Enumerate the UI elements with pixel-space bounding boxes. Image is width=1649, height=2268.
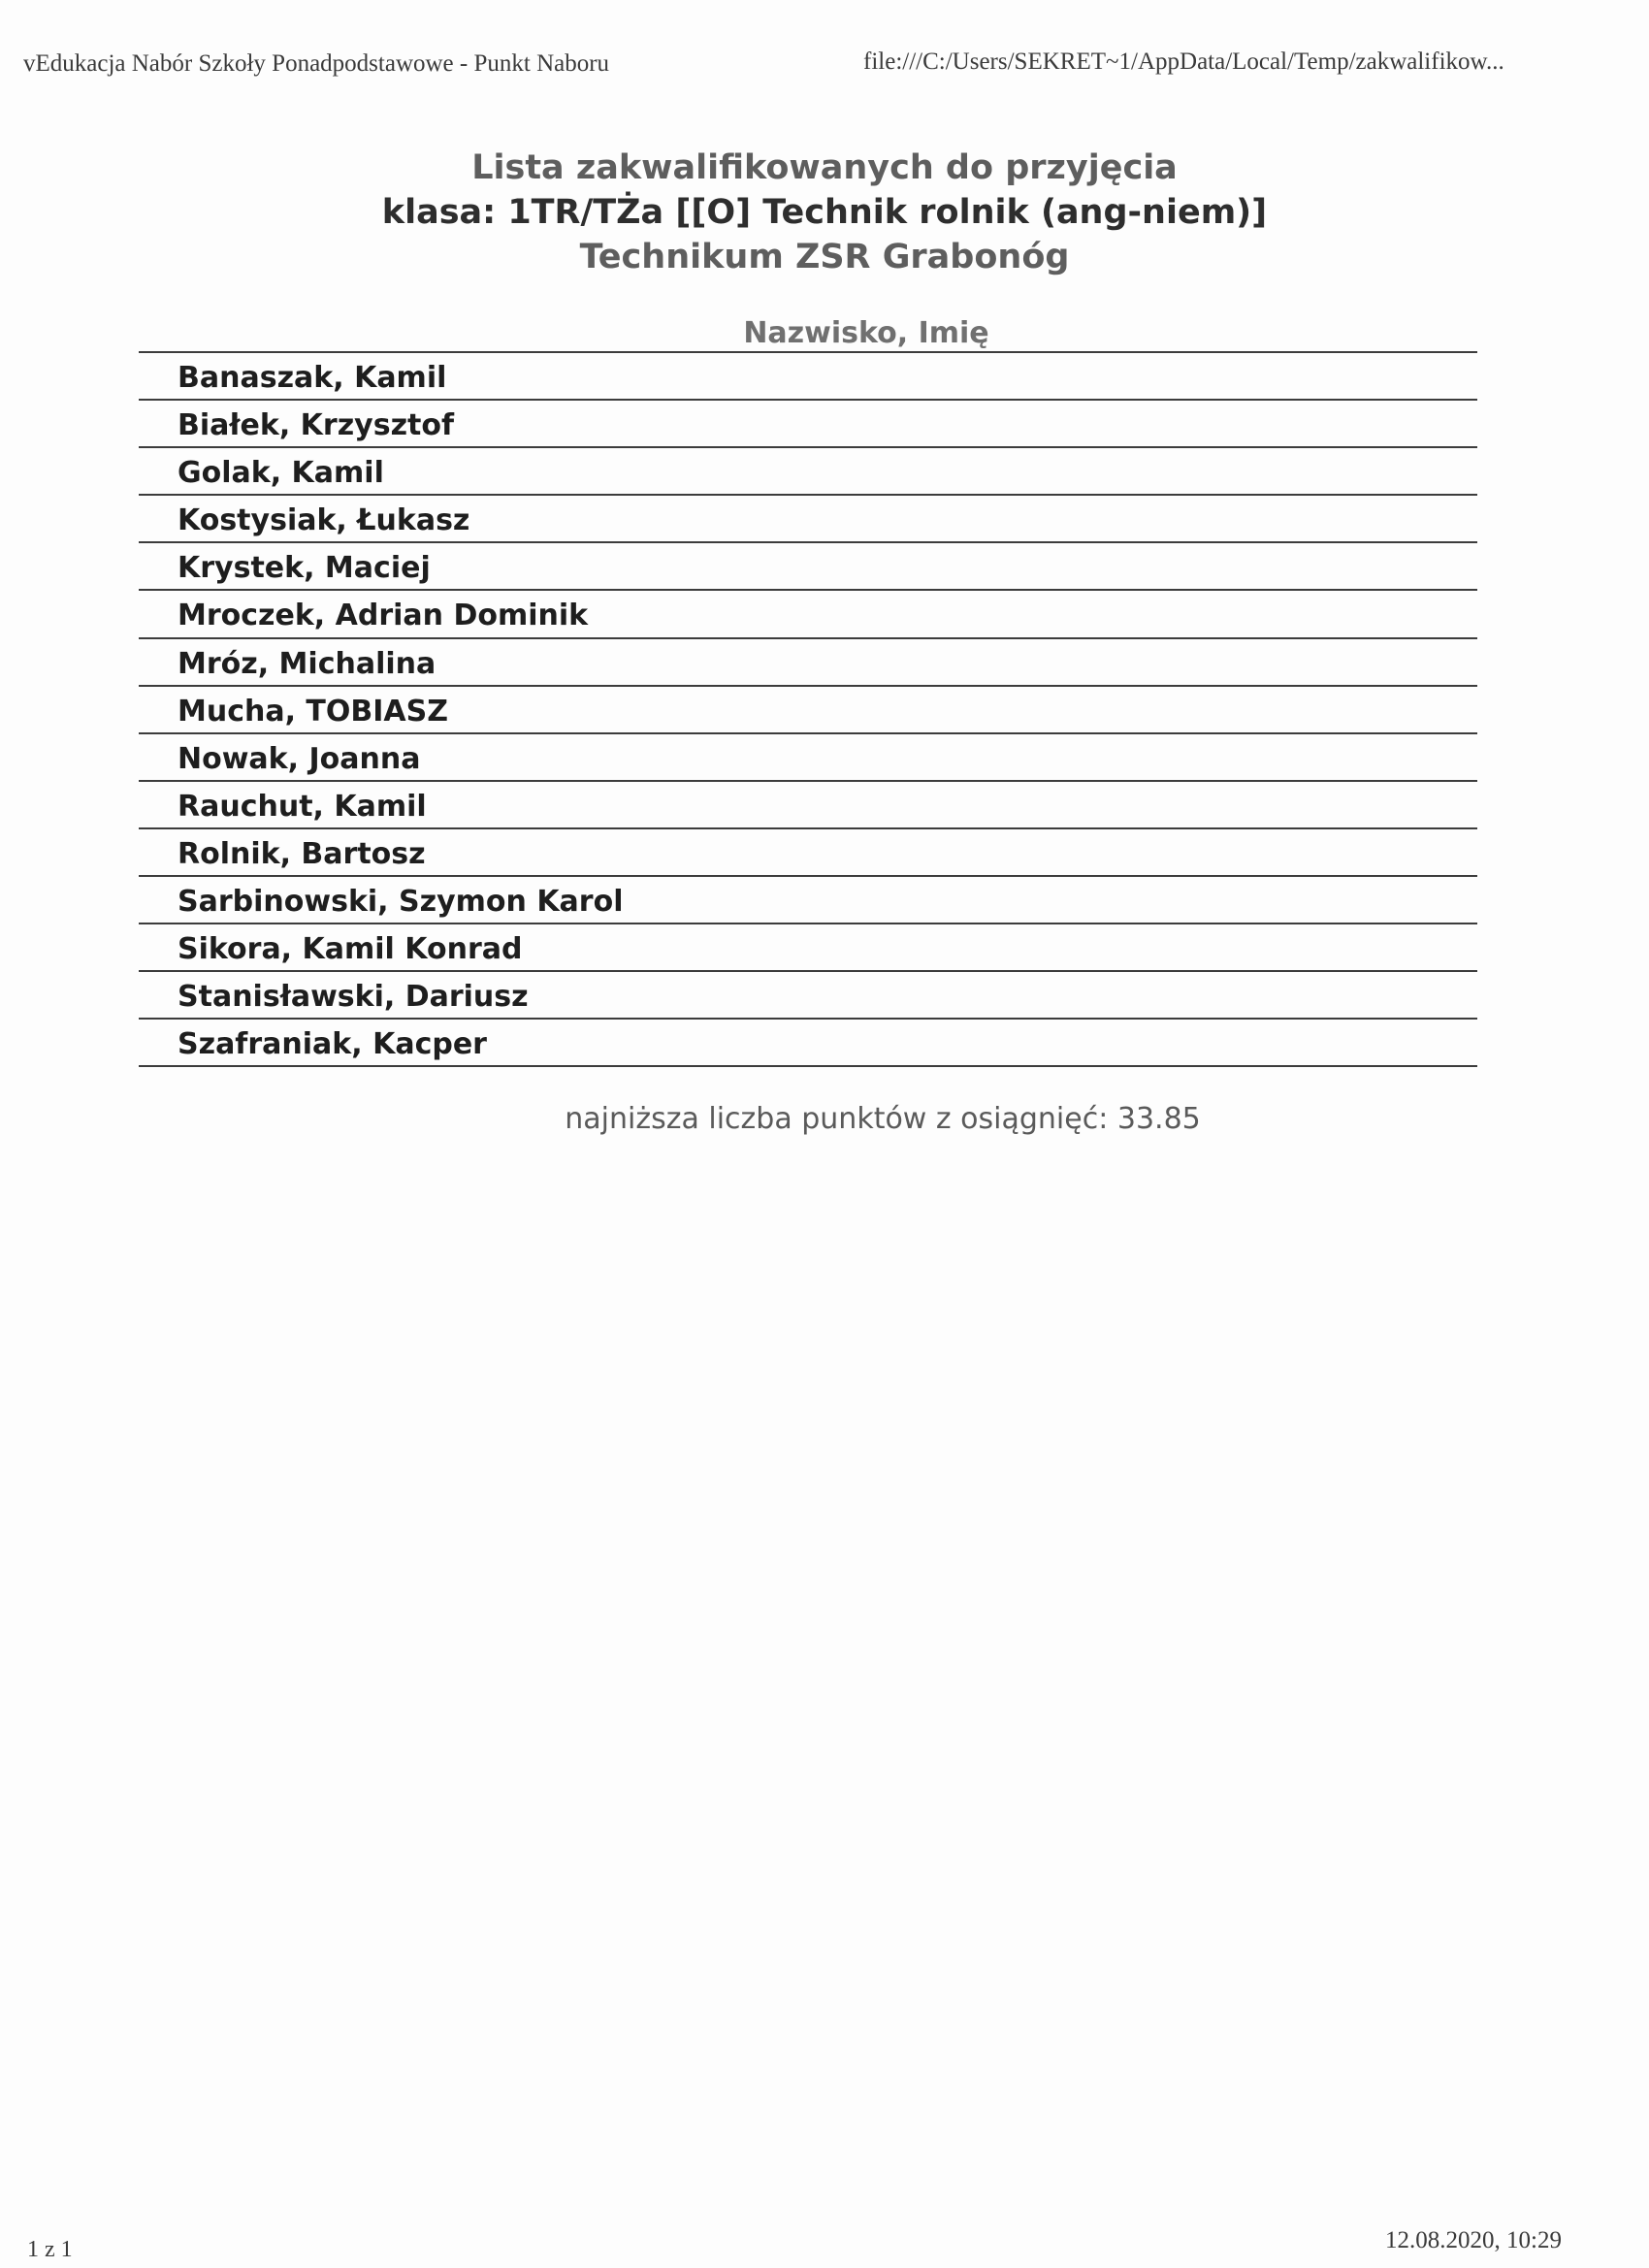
table-row: Sikora, Kamil Konrad (139, 924, 1477, 972)
print-header-url: file:///C:/Users/SEKRET~1/AppData/Local/Temp/zakwalifikow... (863, 49, 1504, 75)
table-row: Mróz, Michalina (139, 639, 1477, 687)
table-row: Rauchut, Kamil (139, 782, 1477, 829)
print-timestamp: 12.08.2020, 10:29 (1385, 2227, 1562, 2253)
column-header-name: Nazwisko, Imię (139, 312, 1477, 353)
page-number: 1 z 1 (27, 2237, 73, 2262)
table-row: Mroczek, Adrian Dominik (139, 591, 1477, 638)
qualified-students-table (139, 312, 1477, 1067)
title-line-class: klasa: 1TR/TŻa [[O] Technik rolnik (ang-niem)] (381, 193, 1268, 232)
table-row: Nowak, Joanna (139, 734, 1477, 782)
table-row: Kostysiak, Łukasz (139, 496, 1477, 543)
document-title (0, 146, 1649, 279)
table-row: Sarbinowski, Szymon Karol (139, 877, 1477, 924)
table-row: Szafraniak, Kacper (139, 1020, 1477, 1067)
table-row: Stanisławski, Dariusz (139, 972, 1477, 1020)
table-row: Banaszak, Kamil (139, 353, 1477, 401)
table-row: Golak, Kamil (139, 448, 1477, 496)
title-line-list: Lista zakwalifikowanych do przyjęcia (471, 148, 1178, 187)
title-line-school: Technikum ZSR Grabonóg (579, 238, 1070, 276)
table-row: Rolnik, Bartosz (139, 829, 1477, 877)
table-row: Białek, Krzysztof (139, 401, 1477, 448)
minimum-points-note: najniższa liczba punktów z osiągnięć: 33.85 (565, 1102, 1201, 1136)
print-header-left: vEdukacja Nabór Szkoły Ponadpodstawowe - Punkt Naboru (23, 50, 610, 77)
table-row: Krystek, Maciej (139, 543, 1477, 591)
table-row: Mucha, TOBIASZ (139, 687, 1477, 734)
